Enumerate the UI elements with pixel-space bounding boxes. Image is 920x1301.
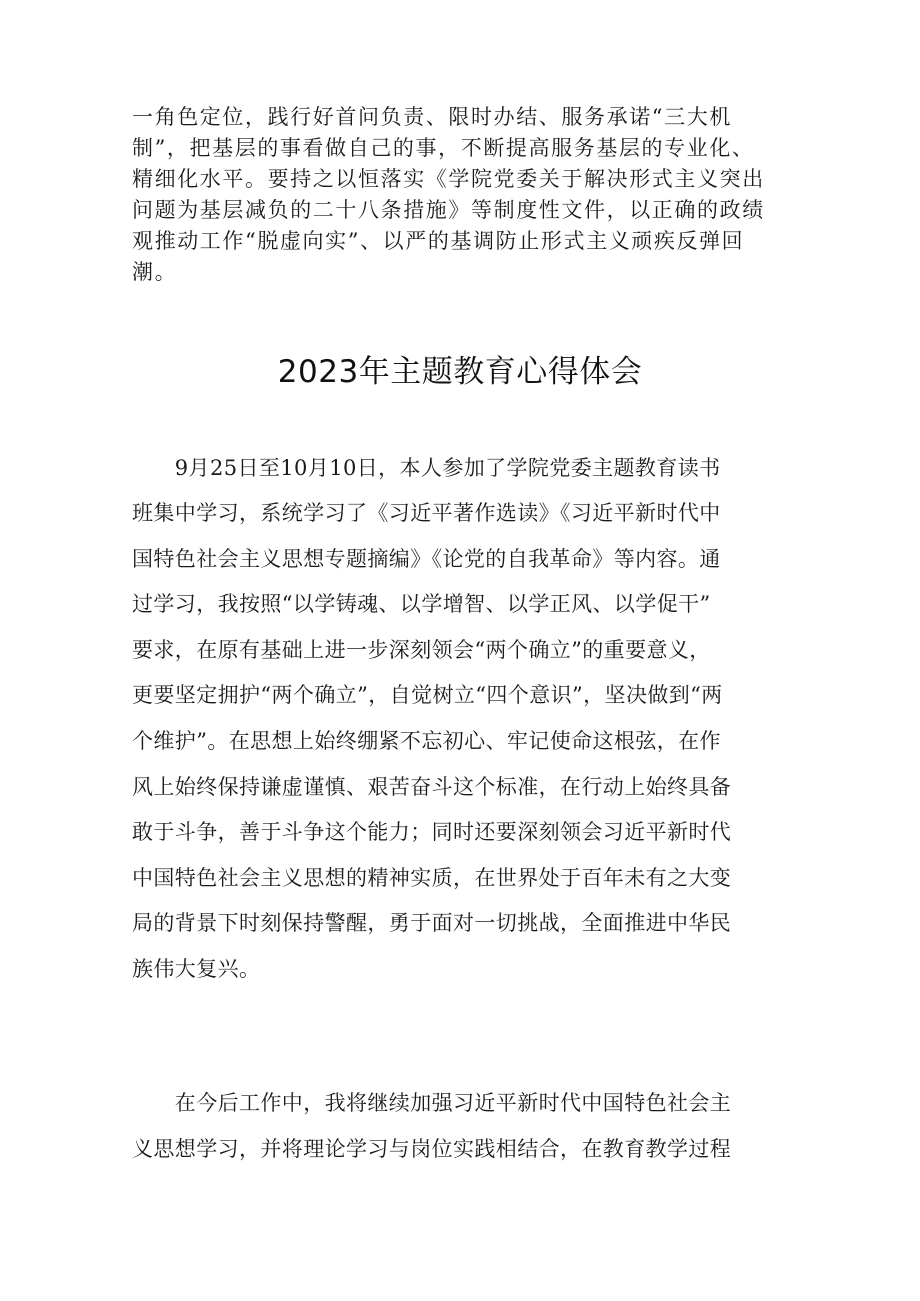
paragraph-line: 个维护”。在思想上始终绷紧不忘初心、牢记使命这根弦，在作 — [132, 729, 721, 753]
paragraph-line: 敢于斗争，善于斗争这个能力；同时还要深刻领会习近平新时代 — [132, 820, 732, 844]
paragraph-line: 要求，在原有基础上进一步深刻领会“两个确立”的重要意义， — [132, 638, 711, 662]
paragraph-line: 班集中学习，系统学习了《习近平著作选读》《习近平新时代中 — [132, 501, 721, 525]
paragraph-line: 9月25日至10月10日，本人参加了学院党委主题教育读书 — [132, 456, 721, 480]
paragraph-line: 中国特色社会主义思想的精神实质，在世界处于百年未有之大变 — [132, 866, 732, 890]
paragraph-line: 问题为基层减负的二十八条措施》等制度性文件，以正确的政绩 — [132, 198, 765, 222]
paragraph-line: 精细化水平。要持之以恒落实《学院党委关于解决形式主义突出 — [132, 167, 765, 191]
paragraph-line: 义思想学习，并将理论学习与岗位实践相结合，在教育教学过程 — [132, 1137, 732, 1161]
paragraph-line: 过学习，我按照“以学铸魂、以学增智、以学正风、以学促干” — [132, 592, 711, 616]
paragraph-line: 国特色社会主义思想专题摘编》《论党的自我革命》等内容。通 — [132, 547, 721, 571]
paragraph-line: 潮。 — [132, 260, 178, 284]
paragraph-line: 族伟大复兴。 — [132, 957, 261, 981]
paragraph-line: 制”，把基层的事看做自己的事，不断提高服务基层的专业化、 — [132, 136, 755, 160]
document-title: 2023年主题教育心得体会 — [277, 354, 643, 390]
paragraph-line: 一角色定位，践行好首问负责、限时办结、服务承诺“三大机 — [132, 105, 732, 129]
paragraph-line: 观推动工作“脱虚向实”、以严的基调防止形式主义顽疾反弹回 — [132, 229, 745, 253]
paragraph-line: 更要坚定拥护“两个确立”，自觉树立“四个意识”，坚决做到“两 — [132, 683, 723, 707]
paragraph-line: 局的背景下时刻保持警醒，勇于面对一切挑战，全面推进中华民 — [132, 911, 732, 935]
paragraph-line: 在今后工作中，我将继续加强习近平新时代中国特色社会主 — [132, 1091, 732, 1115]
paragraph-line: 风上始终保持谦虚谨慎、艰苦奋斗这个标准，在行动上始终具备 — [132, 775, 732, 799]
